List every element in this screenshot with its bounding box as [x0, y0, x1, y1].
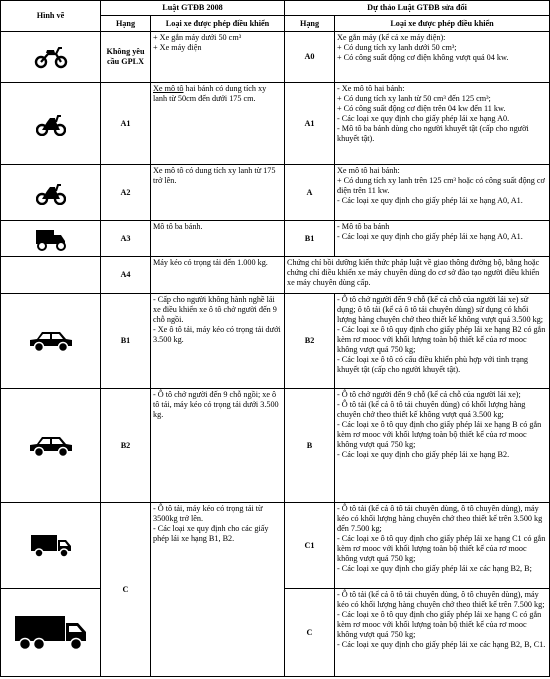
desc-line: - Các loại xe ô tô quy định cho giấy phép lái xe hạng C1 có gắn kèm rơ mooc với khối lượng toàn bộ thiết kế của rơ mooc không vượt quá 750 kg; — [337, 534, 546, 563]
header-row-1 — [1, 1, 550, 16]
icon-cell — [1, 257, 101, 294]
old-desc-cell — [151, 221, 285, 257]
old-class-cell: Không yêu cầu GPLX — [101, 32, 151, 83]
old-desc-cell — [151, 83, 285, 165]
desc-line: - Các loại xe quy định cho giấy phép lái xe hạng A0, A1. — [337, 232, 523, 241]
new-desc-cell — [285, 257, 550, 294]
big-truck-icon — [13, 613, 89, 653]
new-desc-cell — [335, 165, 550, 221]
desc-line: + Có dung tích xy lanh từ 50 cm³ đến 125 cm³; — [337, 94, 491, 103]
old-class-cell: A3 — [101, 221, 151, 257]
icon-cell — [1, 221, 101, 257]
table-row — [1, 32, 550, 83]
motorcycle-icon — [36, 181, 66, 205]
desc-line: - Xe ô tô tải, máy kéo có trọng tải dưới 3.500 kg. — [153, 325, 281, 344]
icon-cell — [1, 389, 101, 503]
desc-line: Xe mô tô hai bánh: — [337, 166, 400, 175]
desc-line: Máy kéo có trọng tải đến 1.000 kg. — [153, 258, 268, 267]
table-row — [1, 503, 550, 589]
desc-line: - Cấp cho người không hành nghề lái xe điều khiển xe ô tô chở người đến 9 chỗ ngồi. — [153, 295, 277, 324]
desc-line: - Các loại xe quy định cho các giấy phép lái xe hạng B1, B2. — [153, 524, 269, 543]
new-desc-cell — [335, 294, 550, 389]
desc-line: + Có dung tích xy lanh dưới 50 cm³; — [337, 43, 457, 52]
table-row — [1, 221, 550, 257]
car-icon — [27, 433, 75, 459]
link-text[interactable]: Xe mô tô — [153, 84, 184, 93]
desc-line: + Xe gắn máy dưới 50 cm³ — [153, 33, 242, 42]
old-class-cell: A4 — [101, 257, 151, 294]
header-new-class: Hạng — [285, 16, 335, 32]
desc-line: - Ô tô tải (kể cả ô tô tải chuyên dùng) có khối lượng hàng chuyên chở theo thiết kế không vượt quá 3.500 kg; — [337, 400, 526, 419]
old-class-cell: A2 — [101, 165, 151, 221]
new-desc-cell — [335, 589, 550, 677]
old-class-cell: C — [101, 503, 151, 677]
desc-line: - Các loại xe quy định cho giấy phép lái xe hạng A0. — [337, 114, 510, 123]
old-desc-cell — [151, 165, 285, 221]
icon-cell — [1, 165, 101, 221]
desc-line: - Các loại xe quy định cho giấy phép lái xe các hạng B2, B; — [337, 564, 532, 573]
desc-line: - Ô tô chở người đến 9 chỗ (kể cả chỗ của người lái xe) sử dụng; ô tô tải (kể cả ô tô tải chuyên dùng) sử dụng có khối lượng hàng chuyên chở theo thiết kế không vượt quá 3.500 kg; — [337, 295, 544, 324]
header-old-vehicles: Loại xe được phép điều khiển — [151, 16, 285, 32]
new-desc-cell — [335, 389, 550, 503]
desc-line — [153, 84, 282, 104]
icon-cell — [1, 589, 101, 677]
desc-line: - Các loại xe ô tô có cấu điều khiển phù hợp với tình trạng khuyết tật (cấp cho người khuyết tật). — [337, 355, 529, 374]
header-new-vehicles: Loại xe được phép điều khiển — [335, 16, 550, 32]
desc-line: + Xe máy điện — [153, 43, 202, 52]
new-class-cell: C — [285, 589, 335, 677]
table-row — [1, 83, 550, 165]
new-class-cell: A1 — [285, 83, 335, 165]
old-class-cell: B1 — [101, 294, 151, 389]
desc-line: - Mô tô ba bánh — [337, 222, 390, 231]
new-class-cell: B1 — [285, 221, 335, 257]
new-desc-cell — [335, 32, 550, 83]
old-class-cell: B2 — [101, 389, 151, 503]
new-class-cell: B — [285, 389, 335, 503]
desc-line: - Ô tô tải (kể cả ô tô tải chuyên dùng, ô tô chuyên dùng), máy kéo có khối lượng hàng chuyên chở theo thiết kế trên 3.500 kg đến 7.500 kg; — [337, 504, 543, 533]
desc-line: + Có công suất động cơ điện không vượt quá 04 kw. — [337, 53, 509, 62]
tricycle-icon — [34, 227, 68, 251]
old-class-cell: A1 — [101, 83, 151, 165]
table-row — [1, 257, 550, 294]
header-draft-law: Dự thảo Luật GTĐB sửa đổi — [285, 1, 550, 16]
header-law-2008: Luật GTĐB 2008 — [101, 1, 285, 16]
desc-line: - Các loại xe quy định cho giấy phép lái xe hạng B2. — [337, 450, 510, 459]
desc-line: - Ô tô tải (kể cả ô tô tải chuyên dùng, ô tô chuyên dùng), máy kéo có khối lượng hàng chuyên chở theo thiết kế trên 7.500 kg; — [337, 590, 545, 609]
desc-line: - Các loại xe quy định cho giấy phép lái xe hạng A0, A1. — [337, 196, 523, 205]
desc-line: + Có dung tích xy lanh trên 125 cm³ hoặc có công suất động cơ điện trên 11 kw. — [337, 176, 545, 195]
new-class-cell: A0 — [285, 32, 335, 83]
table-row — [1, 294, 550, 389]
desc-line: Xe gắn máy (kể cả xe máy điện): — [337, 33, 446, 42]
new-class-cell: C1 — [285, 503, 335, 589]
desc-line: - Ô tô chở người đến 9 chỗ ngồi; xe ô tô tải, máy kéo có trọng tải dưới 3.500 kg. — [153, 390, 279, 419]
desc-line: - Xe mô tô hai bánh: — [337, 84, 405, 93]
desc-line: Mô tô ba bánh. — [153, 222, 203, 231]
old-desc-cell — [151, 257, 285, 294]
icon-cell — [1, 294, 101, 389]
old-desc-cell — [151, 32, 285, 83]
desc-line: - Các loại xe ô tô quy định cho giấy phép lái xe hạng B có gắn kèm rơ mooc với khối lượng toàn bộ thiết kế của rơ mooc không vượt quá 750 kg; — [337, 420, 542, 449]
header-image: Hình vẽ — [1, 1, 101, 32]
new-class-cell: A — [285, 165, 335, 221]
car-icon — [27, 328, 75, 354]
desc-line: + Có công suất động cơ điện trên 04 kw đến 11 kw. — [337, 104, 506, 113]
desc-line: - Ô tô tải, máy kéo có trọng tải từ 3500kg trở lên. — [153, 504, 263, 523]
desc-line: Chứng chỉ bồi dưỡng kiến thức pháp luật về giao thông đường bộ, bằng hoặc chứng chỉ điều khiển xe máy chuyên dùng do cơ sở đào tạo người điều khiển xe máy chuyên dùng cấp. — [287, 258, 540, 287]
icon-cell — [1, 503, 101, 589]
new-desc-cell — [335, 221, 550, 257]
new-desc-cell — [335, 83, 550, 165]
desc-line: Xe mô tô có dung tích xy lanh từ 175 trở lên. — [153, 166, 276, 185]
header-old-class: Hạng — [101, 16, 151, 32]
old-desc-cell — [151, 294, 285, 389]
motorcycle-icon — [36, 112, 66, 136]
icon-cell — [1, 32, 101, 83]
old-desc-cell — [151, 389, 285, 503]
new-class-cell: B2 — [285, 294, 335, 389]
desc-line: - Các loại xe ô tô quy định cho giấy phép lái xe hạng C có gắn kèm rơ mooc với khối lượng toàn bộ thiết kế của rơ mooc không vượt quá 750 kg; — [337, 610, 542, 639]
desc-line: - Các loại xe ô tô quy định cho giấy phép lái xe hạng B2 có gắn kèm rơ mooc với khối lượng toàn bộ thiết kế của rơ mooc không vượt quá 750 kg; — [337, 325, 546, 354]
table-row — [1, 165, 550, 221]
truck-icon — [29, 532, 73, 560]
desc-line: - Mô tô ba bánh dùng cho người khuyết tật (cấp cho người khuyết tật). — [337, 124, 529, 143]
desc-text: hai bánh có dung tích xy lanh từ 50cm đến dưới 175 cm. — [153, 84, 267, 103]
desc-line: - Ô tô chở người đến 9 chỗ (kể cả chỗ của người lái xe); — [337, 390, 521, 399]
desc-line: - Các loại xe quy định cho giấy phép lái xe các hạng B2, B, C1. — [337, 640, 546, 649]
icon-cell — [1, 83, 101, 165]
old-desc-cell — [151, 503, 285, 677]
new-desc-cell — [335, 503, 550, 589]
table-row — [1, 389, 550, 503]
scooter-icon — [34, 45, 68, 69]
